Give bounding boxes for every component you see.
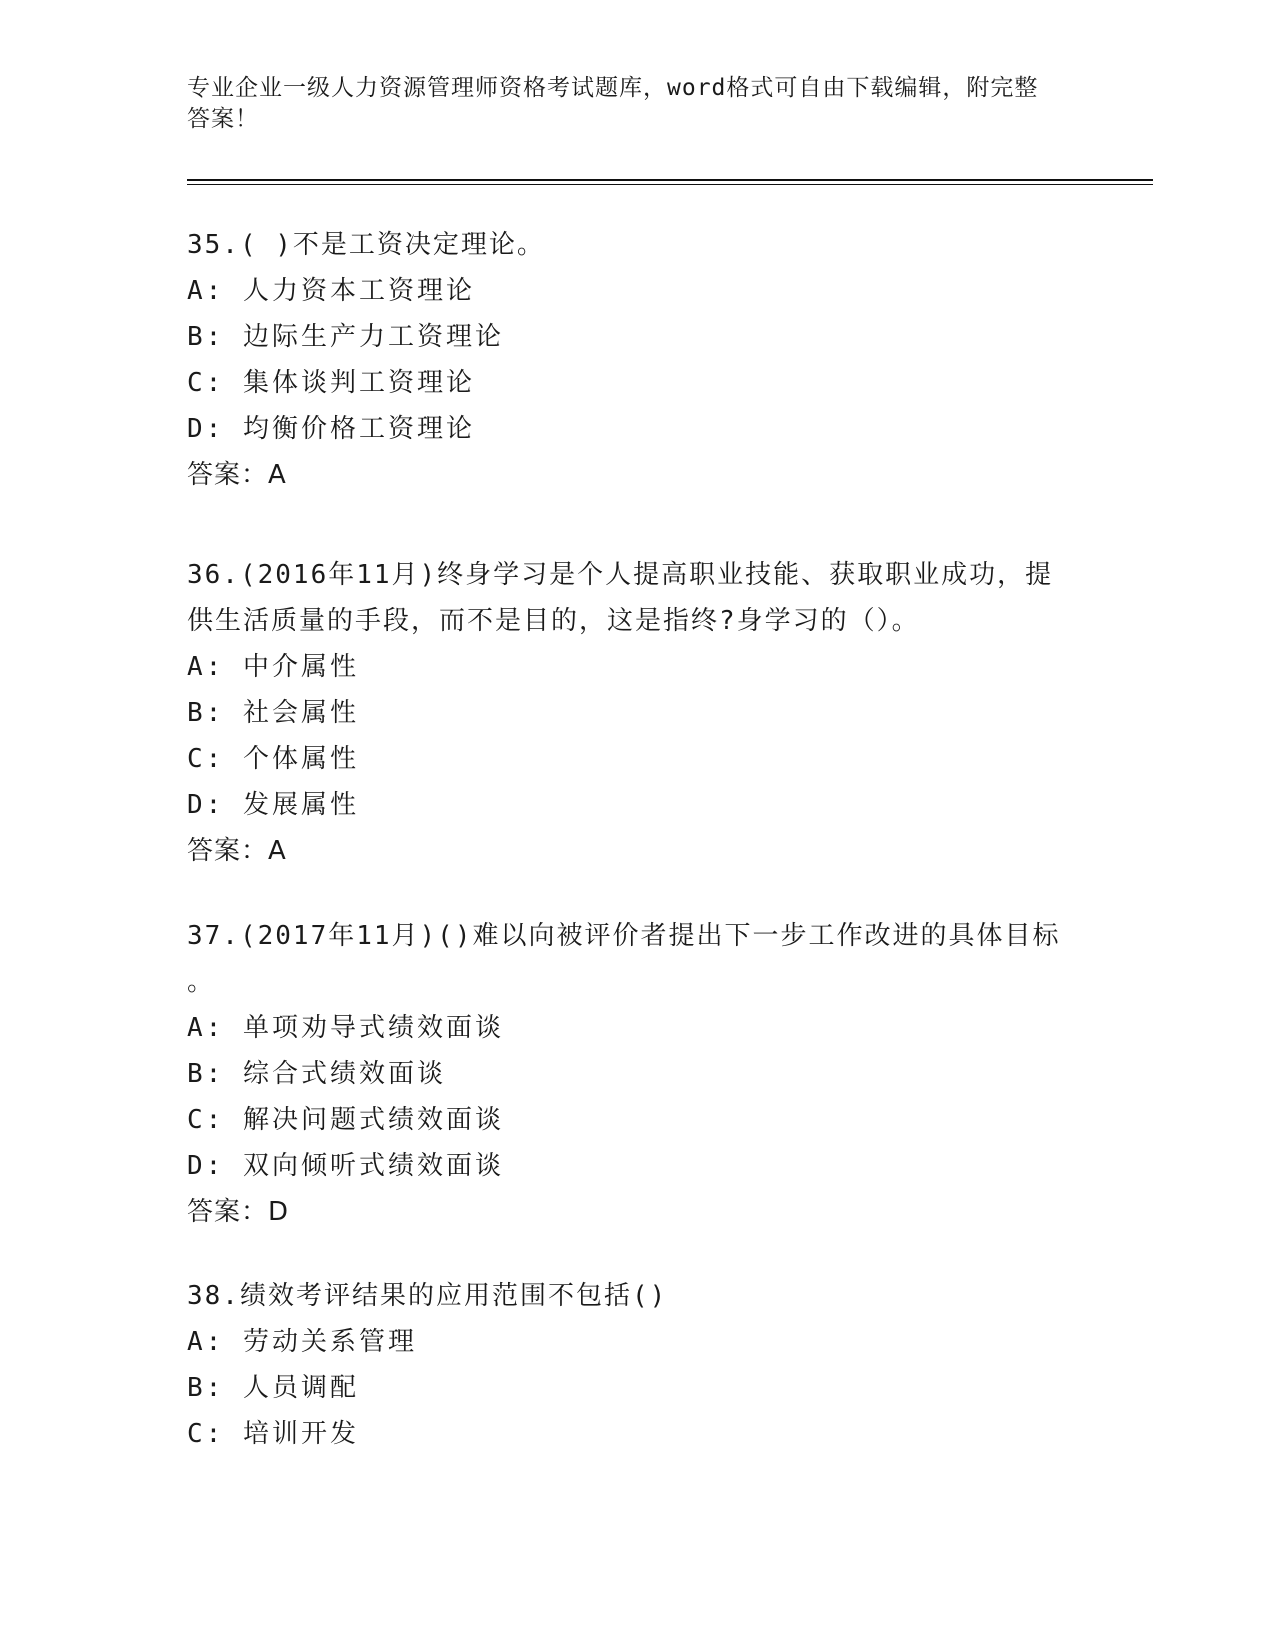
question-38 [187, 1273, 1067, 1457]
option-a: A: 人力资本工资理论 [187, 276, 475, 306]
header-line-2: 答案！ [187, 106, 259, 132]
option-b: B: 社会属性 [187, 698, 359, 728]
option-a: A: 劳动关系管理 [187, 1327, 417, 1357]
question-stem-line-1: 37.(2017年11月)()难以向被评价者提出下一步工作改进的具体目标 [187, 921, 1061, 951]
answer-line: 答案：A [187, 460, 287, 490]
option-b: B: 综合式绩效面谈 [187, 1059, 446, 1089]
answer-line: 答案：A [187, 836, 287, 866]
question-stem-line-1: 36.(2016年11月)终身学习是个人提高职业技能、获取职业成功，提 [187, 560, 1054, 590]
option-d: D: 发展属性 [187, 790, 359, 820]
option-a: A: 中介属性 [187, 652, 359, 682]
question-stem: 38.绩效考评结果的应用范围不包括() [187, 1281, 668, 1311]
question-stem-line-2: 。 [187, 967, 216, 997]
header-divider-thin [187, 184, 1153, 185]
header-line-1: 专业企业一级人力资源管理师资格考试题库，word格式可自由下载编辑，附完整 [187, 75, 1039, 101]
option-d: D: 均衡价格工资理论 [187, 414, 475, 444]
option-c: C: 解决问题式绩效面谈 [187, 1105, 504, 1135]
question-35 [187, 222, 1067, 498]
option-c: C: 集体谈判工资理论 [187, 368, 475, 398]
option-d: D: 双向倾听式绩效面谈 [187, 1151, 504, 1181]
option-b: B: 人员调配 [187, 1373, 359, 1403]
option-c: C: 培训开发 [187, 1419, 359, 1449]
question-stem: 35.( )不是工资决定理论。 [187, 230, 545, 260]
question-36 [187, 552, 1067, 874]
answer-line: 答案：D [187, 1197, 290, 1227]
option-b: B: 边际生产力工资理论 [187, 322, 504, 352]
question-37 [187, 913, 1067, 1235]
header-divider-thick [187, 179, 1153, 181]
option-c: C: 个体属性 [187, 744, 359, 774]
document-header [187, 73, 1067, 135]
question-stem-line-2: 供生活质量的手段，而不是目的，这是指终?身学习的（）。 [187, 606, 920, 636]
option-a: A: 单项劝导式绩效面谈 [187, 1013, 504, 1043]
